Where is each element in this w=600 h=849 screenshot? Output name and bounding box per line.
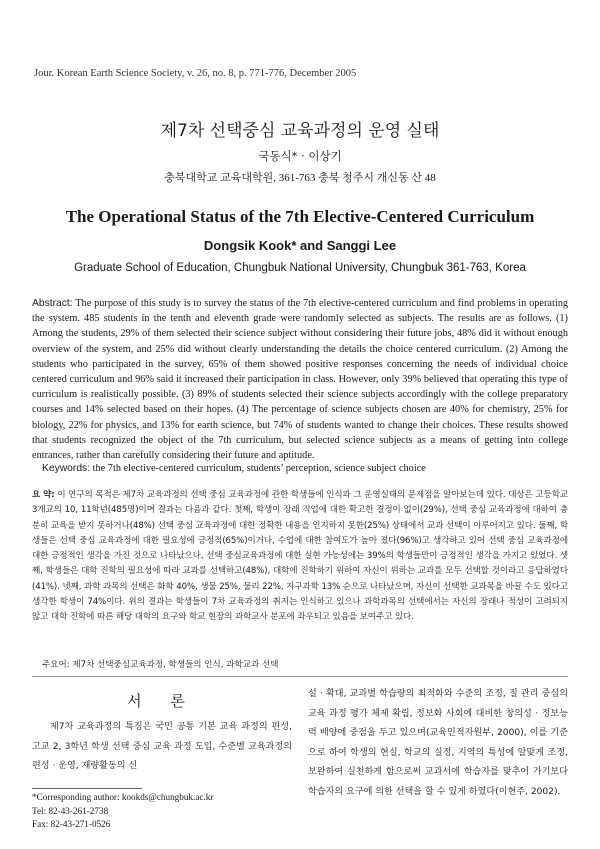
journal-citation: Jour. Korean Earth Science Society, v. 26, no. 8, p. 771-776, December 2005 bbox=[34, 68, 357, 79]
abstract-text: The purpose of this study is to survey the status of the 7th elective-centered curriculum and find problems in operating the system. 485 students in the tenth and eleventh grade were randomly selected as subjects. The results are as follows. (1) Among the students, 29% of them selected their science subject without considering their future jobs, 48% did it without enough overview of the system, and 25% did without clearly understanding the details the choice centered curriculum. (2) Among the students who participated in the survey, 65% of them showed positive responses concerning the needs of individual choice centered curriculum and 96% said it increased their participation in class. However, only 39% believed that operating this type of curriculum is realistically possible. (3) 89% of students selected their science subjects accordingly with the college preparatory courses and 14% selected based on their hopes. (4) The percentage of science subjects chosen are 40% for chemistry, 25% for biology, 22% for physics, and 13% for earth science, but 74% of students wanted to change their choices. These results showed that students recognized the object of the 7th curriculum, but selected science subjects as a means of getting into college entrances, rather than carefully considering their future and aptitude. bbox=[32, 298, 568, 462]
abstract bbox=[32, 296, 568, 463]
keywords-text: the 7th elective-centered curriculum, students’ perception, science subject choice bbox=[90, 463, 426, 474]
english-title: The Operational Status of the 7th Elective-Centered Curriculum bbox=[65, 207, 535, 226]
intro-right-column: 설 · 확대, 교과별 학습량의 최적화와 수준의 조정, 질 관리 중심의 교육 과정 평가 체제 확립, 정보화 사회에 대비한 창의성 · 정보능력 배양에 중점을 두고 있으며(교육인적자원부, 2000), 이를 기준으로 하여 학생의 현실, 학교의 실정, 지역의 특성에 알맞게 조정, 보완하여 실천하게 함으로써 교과서에 학습자를 맞추어 가기보다 학습자의 요구에 의한 선택을 할 수 있게 하였다(이현주, 2002). bbox=[308, 689, 568, 797]
korean-keywords-text: 제7차 선택중심교육과정, 학생들의 인식, 과학교과 선택 bbox=[69, 660, 279, 670]
english-affiliation: Graduate School of Education, Chungbuk National University, Chungbuk 361-763, Korea bbox=[74, 262, 526, 274]
korean-title: 제7차 선택중심 교육과정의 운영 실태 bbox=[160, 121, 440, 141]
korean-summary-label: 요 약: bbox=[32, 490, 55, 500]
footnote-divider bbox=[32, 788, 142, 789]
keywords-label: Keywords: bbox=[42, 463, 91, 474]
intro-left-column: 제7차 교육과정의 특징은 국민 공통 기본 교육 과정의 편성, 고교 2, 3학년 학생 선택 중심 교육 과정 도입, 수준별 교육과정의 편성 · 운영, 재량활동의 신 bbox=[32, 722, 292, 771]
korean-summary-text: 이 연구의 목적은 제7차 교육과정의 선택 중심 교육과정에 관한 학생들에 인식과 그 운영실태의 문제점을 알아보는데 있다. 대상은 고등학교 3개교의 10, 11학년(485명)이며 결과는 다음과 같다. 첫째, 학생이 장래 직업에 대한 확고한 결정이 없이(29%), 선택 중심 교육과정에 대하여 충분히 교육을 받지 못하거나(48%) 선택 중심 교육과정에 대한 정확한 내용을 인지하지 못한(25%) 상태에서 교과 선택이 이루어지고 있다. 둘째, 학생들은 선택 중심 교육과정에 대한 필요성에 긍정적(65%)이거나, 수업에 대한 참여도가 높아 졌다(96%)고 생각하고 있어 선택 중심 교육과정에 대한 긍정적인 생각을 가진 것으로 나타났으나, 선택 중심교육과정에 대한 실현 가능성에는 39%의 학생들만이 긍정적인 생각을 가지고 있었다. 셋째, 학생들은 대학 진학의 필요성에 따라 교과를 선택하고(48%), 대학에 진학하기 위하여 자신이 위하는 교과를 모두 선택할 것이라고 응답하였다(41%). 넷째, 과학 과목의 선택은 화학 40%, 생물 25%, 물리 22%, 지구과학 13% 순으로 나타났으며, 자신이 선택한 교과목을 바꿀 수도 있다고 생각한 학생이 74%이다. 위의 결과는 학생들이 7차 교육과정의 취지는 인식하고 있으나 과학과목의 선택에서는 자신의 장래나 적성이 고려되지 않고 대학 진학에 따른 해당 대학의 요구와 학교 현장의 과학교사 분포에 좌우되고 있음을 보여주고 있다. bbox=[32, 490, 569, 623]
abstract-label: Abstract: bbox=[32, 298, 73, 309]
english-authors: Dongsik Kook* and Sanggi Lee bbox=[203, 238, 397, 253]
korean-authors: 국동식* · 이상기 bbox=[258, 149, 342, 163]
footnote bbox=[32, 791, 292, 832]
korean-keywords bbox=[42, 658, 568, 670]
section-heading-introduction: 서 론 bbox=[127, 692, 197, 710]
korean-keywords-label: 주요어: bbox=[42, 660, 70, 670]
footnote-corresponding-author: *Corresponding author: kookds@chungbuk.ac.kr bbox=[32, 792, 214, 802]
footnote-tel: Tel: 82-43-261-2738 bbox=[32, 805, 109, 816]
keywords bbox=[42, 463, 568, 474]
footnote-fax: Fax: 82-43-271-0526 bbox=[32, 819, 111, 829]
korean-summary bbox=[32, 488, 568, 626]
section-divider bbox=[32, 676, 568, 677]
korean-affiliation: 충북대학교 교육대학원, 361-763 충북 청주시 개신동 산 48 bbox=[164, 172, 436, 184]
